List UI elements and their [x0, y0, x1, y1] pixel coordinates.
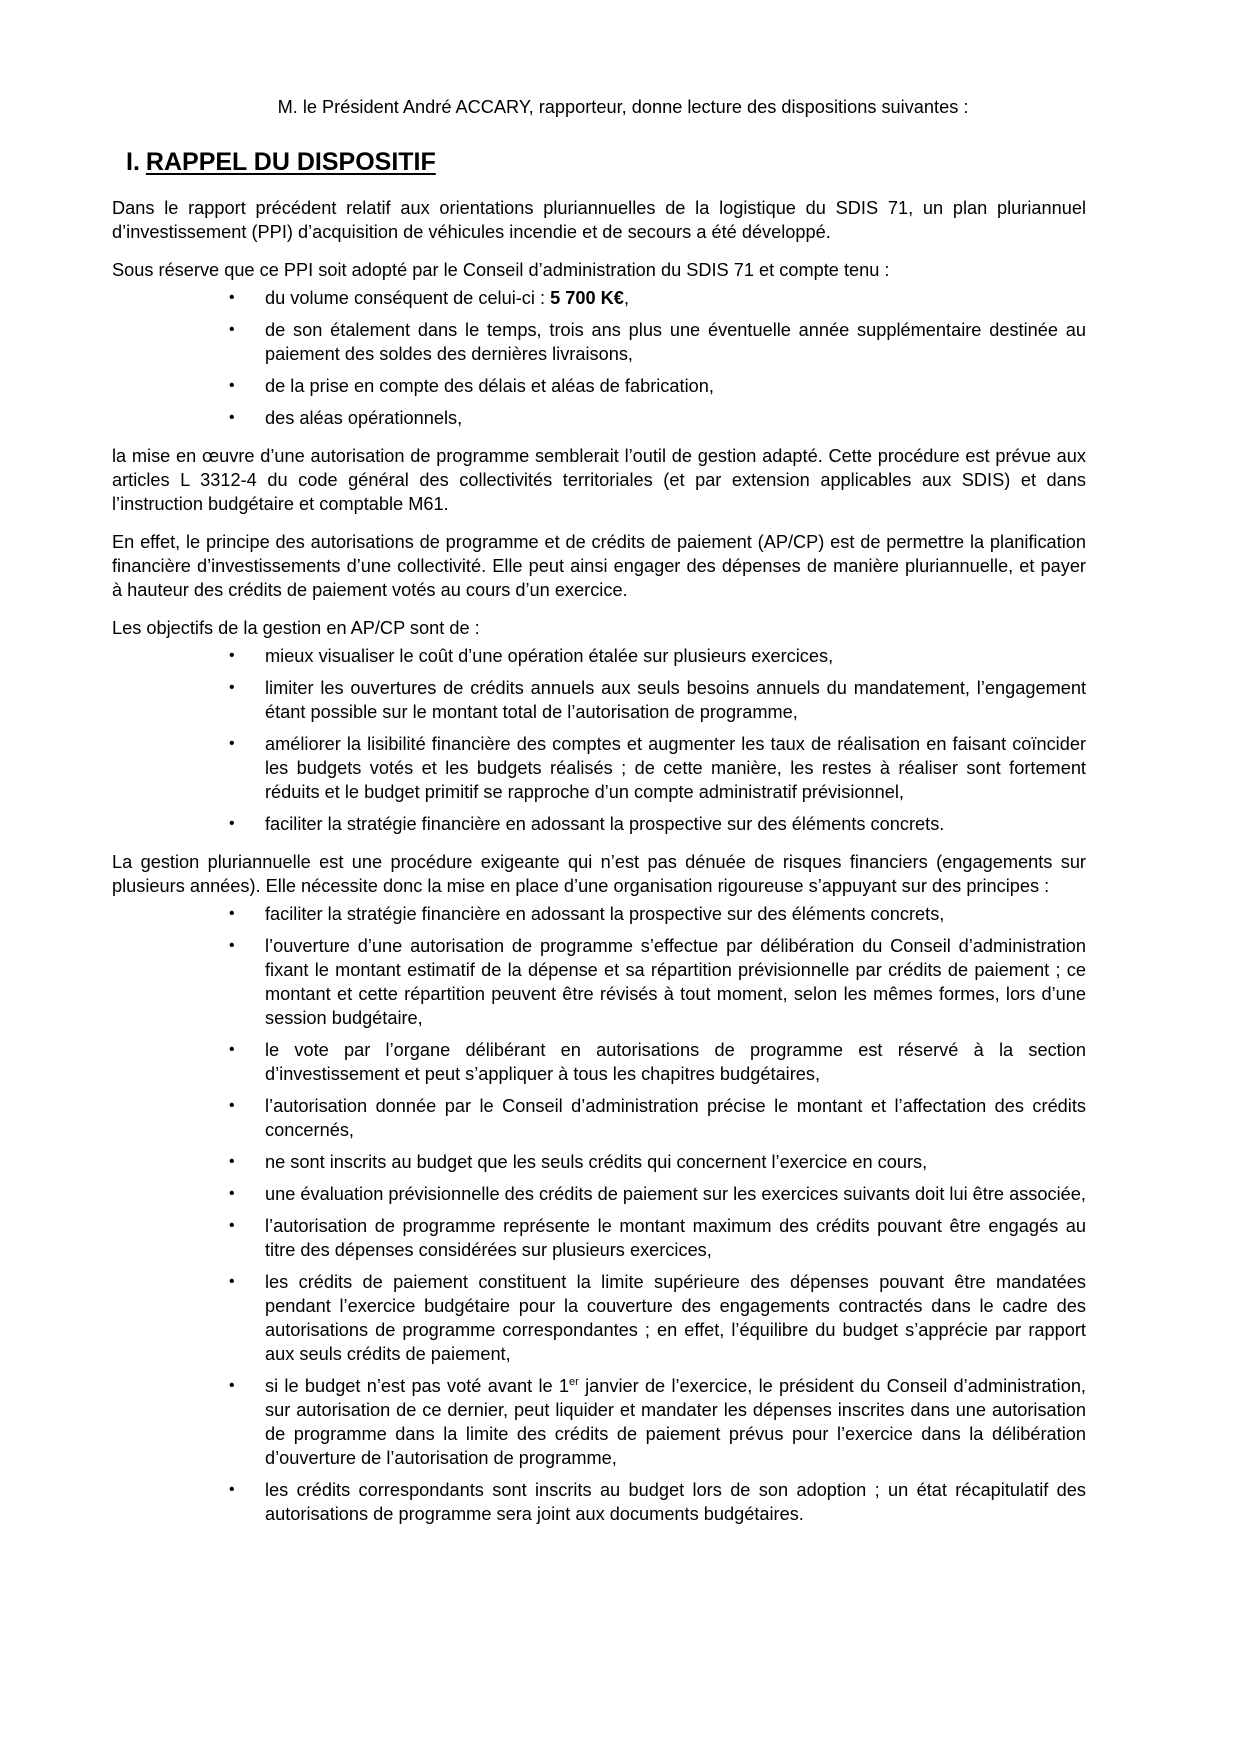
list-item: [265, 286, 1086, 310]
section-number: I.: [126, 148, 140, 176]
document-page: [112, 95, 1086, 1540]
section-heading: [126, 147, 1086, 177]
intro-line: M. le Président André ACCARY, rapporteur, donne lecture des dispositions suivantes :: [277, 97, 969, 117]
list-item: • de la prise en compte des délais et aléas de fabrication,: [265, 374, 1086, 398]
list-item-text: du volume conséquent de celui-ci :: [265, 288, 551, 308]
list-item-text-continued: janvier de l’exercice, le président du Conseil d’administration, sur autorisation de ce dernier, peut liquider et mandater les dépenses inscrites dans une autorisation de programme dans la limite des crédits de paiement prévus pour l’exercice dans la délibération d’ouverture de l’autorisation de programme,: [265, 1376, 1086, 1468]
list-item: • faciliter la stratégie financière en adossant la prospective sur des éléments concrets,: [265, 902, 1086, 926]
amount-highlight: 5 700 K€: [550, 288, 624, 308]
section-title: RAPPEL DU DISPOSITIF: [145, 148, 436, 176]
paragraph-ppi-context: Dans le rapport précédent relatif aux orientations pluriannuelles de la logistique du SDIS 71, un plan pluriannuel d’investissement (PPI) d’acquisition de véhicules incendie et de secours a été développé.: [112, 198, 1086, 242]
list-item: • l’autorisation de programme représente le montant maximum des crédits pouvant être engagés au titre des dépenses considérées sur plusieurs exercices,: [265, 1214, 1086, 1262]
superscript-er: er: [569, 1375, 579, 1388]
list-conditions: [112, 286, 1086, 430]
list-item: [265, 1374, 1086, 1470]
list-item: • de son étalement dans le temps, trois ans plus une éventuelle année supplémentaire destinée au paiement des soldes des dernières livraisons,: [265, 318, 1086, 366]
list-objectives: [112, 644, 1086, 836]
paragraph-autorisation: la mise en œuvre d’une autorisation de programme semblerait l’outil de gestion adapté. Cette procédure est prévue aux articles L 3312-4 du code général des collectivités territoriales (et par extension applicables aux SDIS) et dans l’instruction budgétaire et comptable M61.: [112, 446, 1086, 514]
list-item: • les crédits correspondants sont inscrits au budget lors de son adoption ; un état récapitulatif des autorisations de programme sera joint aux documents budgétaires.: [265, 1478, 1086, 1526]
list-principles: [112, 902, 1086, 1526]
list-item: • ne sont inscrits au budget que les seuls crédits qui concernent l’exercice en cours,: [265, 1150, 1086, 1174]
list-item: • une évaluation prévisionnelle des crédits de paiement sur les exercices suivants doit lui être associée,: [265, 1182, 1086, 1206]
list-item: • les crédits de paiement constituent la limite supérieure des dépenses pouvant être mandatées pendant l’exercice budgétaire pour la couverture des engagements contractés dans le cadre des autorisations de programme correspondantes ; en effet, l’équilibre du budget s’apprécie par rapport aux seuls crédits de paiement,: [265, 1270, 1086, 1366]
list-item: • l’ouverture d’une autorisation de programme s’effectue par délibération du Conseil d’administration fixant le montant estimatif de la dépense et sa répartition prévisionnelle par crédits de paiement ; ce montant et cette répartition peuvent être révisés à tout moment, selon les mêmes formes, lors d’une session budgétaire,: [265, 934, 1086, 1030]
paragraph-objectives-intro: Les objectifs de la gestion en AP/CP sont de :: [112, 618, 480, 638]
list-item: • mieux visualiser le coût d’une opération étalée sur plusieurs exercices,: [265, 644, 1086, 668]
list-item: • limiter les ouvertures de crédits annuels aux seuls besoins annuels du mandatement, l’engagement étant possible sur le montant total de l’autorisation de programme,: [265, 676, 1086, 724]
list-item: • l’autorisation donnée par le Conseil d’administration précise le montant et l’affectation des crédits concernés,: [265, 1094, 1086, 1142]
list-item: • faciliter la stratégie financière en adossant la prospective sur des éléments concrets.: [265, 812, 1086, 836]
list-item: • améliorer la lisibilité financière des comptes et augmenter les taux de réalisation en faisant coïncider les budgets votés et les budgets réalisés ; de cette manière, les restes à réaliser sont fortement réduits et le budget primitif se rapproche d’un compte administratif prévisionnel,: [265, 732, 1086, 804]
paragraph-apcp-principle: En effet, le principe des autorisations de programme et de crédits de paiement (AP/CP) est de permettre la planification financière d’investissements d’une collectivité. Elle peut ainsi engager des dépenses de manière pluriannuelle, et payer à hauteur des crédits de paiement votés au cours d’un exercice.: [112, 532, 1086, 600]
list-item-end: ,: [623, 288, 629, 308]
paragraph-reserve: Sous réserve que ce PPI soit adopté par le Conseil d’administration du SDIS 71 et compte tenu :: [112, 260, 890, 280]
list-item: • le vote par l’organe délibérant en autorisations de programme est réservé à la section d’investissement et peut s’appliquer à tous les chapitres budgétaires,: [265, 1038, 1086, 1086]
list-item: • des aléas opérationnels,: [265, 406, 1086, 430]
paragraph-gestion-pluriannuelle: La gestion pluriannuelle est une procédure exigeante qui n’est pas dénuée de risques financiers (engagements sur plusieurs années). Elle nécessite donc la mise en place d’une organisation rigoureuse s’appuyant sur des principes :: [112, 852, 1086, 896]
list-item-text: si le budget n’est pas voté avant le 1: [265, 1376, 570, 1396]
